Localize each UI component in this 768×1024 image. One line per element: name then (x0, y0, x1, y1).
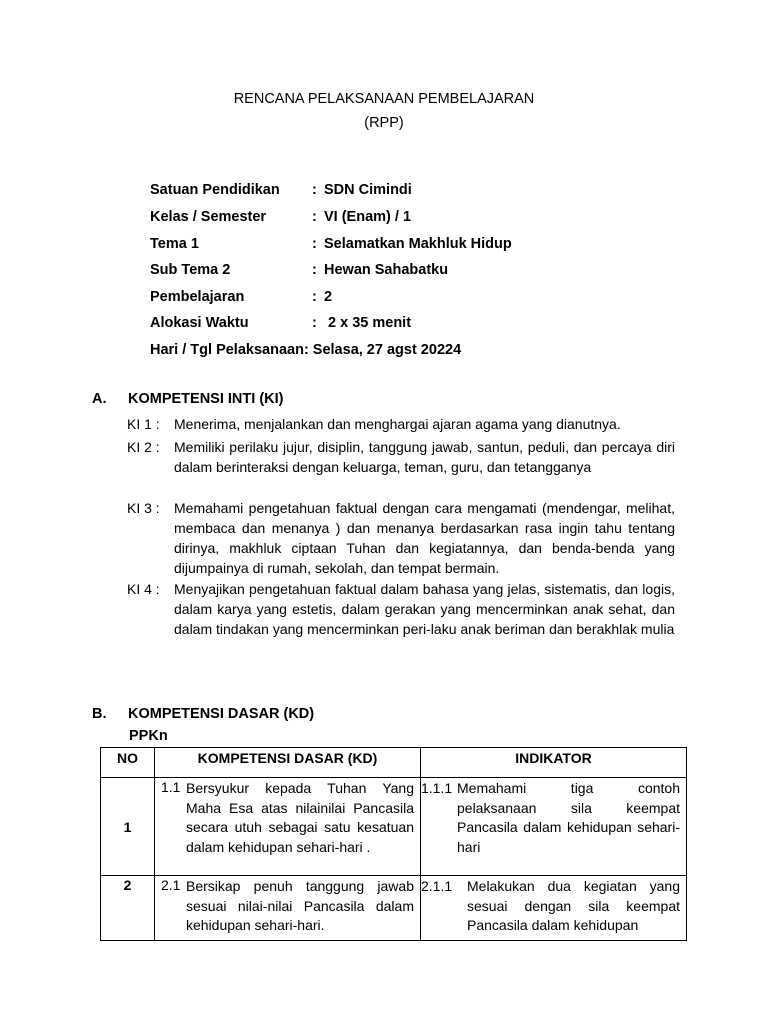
identity-row-alokasi: Alokasi Waktu : 2 x 35 menit (150, 315, 412, 331)
header-indikator: INDIKATOR (421, 748, 687, 778)
identity-value: VI (Enam) / 1 (324, 209, 412, 225)
identity-row-pembelajaran: Pembelajaran : 2 (150, 289, 333, 305)
header-no: NO (101, 748, 155, 778)
identity-value: Selasa, 27 agst 20224 (312, 342, 462, 358)
row-number: 2 (101, 876, 155, 941)
row-number: 1 (101, 778, 155, 876)
ki-item-3 (127, 498, 675, 578)
kd-number: 2.1 (161, 877, 181, 893)
kd-number: 1.1 (161, 779, 181, 795)
indikator-text: Memahami tiga contoh pelaksanaan sila keempat Pancasila dalam kehidupan sehari-hari (457, 780, 680, 855)
table-row (101, 876, 687, 941)
identity-label: Hari / Tgl Pelaksanaan (150, 342, 304, 358)
identity-label: Alokasi Waktu (150, 315, 249, 331)
kd-text: Bersikap penuh tanggung jawab sesuai nilai-nilai Pancasila dalam kehidupan sehari-hari. (186, 878, 414, 933)
identity-row-tema: Tema 1 : Selamatkan Makhluk Hidup (150, 236, 512, 252)
kd-table (100, 747, 687, 941)
table-header-row (101, 748, 687, 778)
identity-value: Hewan Sahabatku (324, 262, 449, 278)
identity-row-satuan: Satuan Pendidikan : SDN Cimindi (150, 182, 412, 198)
table-row (101, 778, 687, 876)
indikator-cell (421, 778, 687, 876)
ki-text: Memiliki perilaku jujur, disiplin, tanggung jawab, santun, peduli, dan percaya diri dalam berinteraksi dengan keluarga, teman, guru, dan tetangganya (174, 439, 675, 475)
kd-cell (155, 876, 421, 941)
section-title: KOMPETENSI INTI (KI) (128, 391, 284, 407)
indikator-number: 1.1.1 (421, 780, 453, 796)
identity-row-kelas: Kelas / Semester : VI (Enam) / 1 (150, 209, 412, 225)
identity-row-subtema: Sub Tema 2 : Hewan Sahabatku (150, 262, 449, 278)
identity-value: Selamatkan Makhluk Hidup (324, 236, 512, 252)
identity-value: 2 x 35 menit (324, 315, 412, 331)
ki-text: Menerima, menjalankan dan menghargai ajaran agama yang dianutnya. (174, 416, 621, 432)
ki-code: KI 1 : (127, 416, 160, 432)
ki-text: Memahami pengetahuan faktual dengan cara mengamati (mendengar, melihat, membaca dan menanya ) dan menanya berdasarkan rasa ingin tahu tentang dirinya, makhluk ciptaan Tuhan dan kegiatannya, dan benda-benda yang dijumpainya di rumah, sekolah, dan tempat bermain. (174, 500, 675, 576)
indikator-number: 2.1.1 (421, 878, 453, 894)
ki-item-2 (127, 437, 675, 477)
ki-code: KI 2 : (127, 439, 160, 455)
indikator-text: Melakukan dua kegiatan yang sesuai dengan sila keempat Pancasila dalam kehidupan (467, 878, 680, 933)
kd-text: Bersyukur kepada Tuhan Yang Maha Esa atas nilainilai Pancasila secara utuh sebagai satu kesatuan dalam kehidupan sehari-hari . (186, 780, 414, 855)
document-subtitle: (RPP) (364, 115, 404, 131)
section-letter: A. (92, 391, 107, 407)
identity-value: SDN Cimindi (324, 182, 412, 198)
ki-item-4 (127, 579, 675, 639)
section-b-heading (92, 706, 314, 722)
ki-text: Menyajikan pengetahuan faktual dalam bahasa yang jelas, sistematis, dan logis, dalam karya yang estetis, dalam gerakan yang mencerminkan anak sehat, dan dalam tindakan yang mencerminkan peri-laku anak beriman dan berakhlak mulia (174, 581, 675, 637)
kd-cell (155, 778, 421, 876)
identity-label: Satuan Pendidikan (150, 182, 280, 198)
ki-item-1 (127, 414, 675, 434)
ki-code: KI 3 : (127, 500, 160, 516)
indikator-cell (421, 876, 687, 941)
identity-value: 2 (324, 289, 333, 305)
subject-label: PPKn (129, 728, 168, 744)
identity-label: Tema 1 (150, 236, 199, 252)
section-a-heading (92, 391, 283, 407)
ki-code: KI 4 : (127, 581, 160, 597)
document-title: RENCANA PELAKSANAAN PEMBELAJARAN (233, 91, 535, 107)
identity-label: Kelas / Semester (150, 209, 267, 225)
identity-label: Pembelajaran (150, 289, 245, 305)
section-title: KOMPETENSI DASAR (KD) (128, 706, 315, 722)
header-kd: KOMPETENSI DASAR (KD) (155, 748, 421, 778)
identity-label: Sub Tema 2 (150, 262, 231, 278)
identity-row-hari: Hari / Tgl Pelaksanaan: Selasa, 27 agst 20224 (150, 342, 462, 358)
section-letter: B. (92, 706, 107, 722)
